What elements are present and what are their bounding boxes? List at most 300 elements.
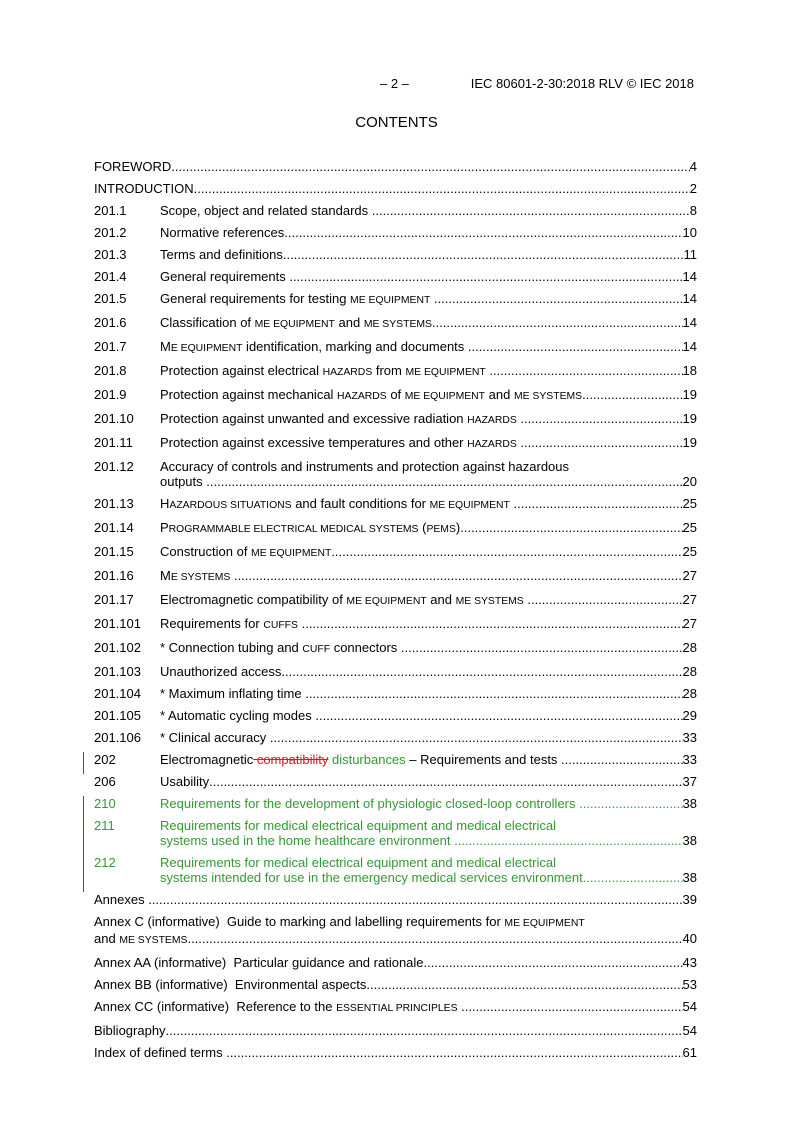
toc-entry-page: 27	[682, 616, 697, 631]
toc-entry-text	[160, 855, 556, 870]
toc-entry-page: 28	[682, 640, 697, 655]
text-segment: Classification of	[160, 315, 255, 330]
toc-entry[interactable]	[94, 592, 697, 616]
toc-leader	[582, 387, 682, 404]
toc-entry-number: 201.101	[94, 616, 141, 631]
text-segment: Usability	[160, 774, 210, 789]
toc-entry-number: 211	[94, 818, 115, 833]
toc-entry-line	[94, 977, 697, 992]
text-segment: FOREWORD	[94, 159, 172, 174]
toc-entry-page: 28	[682, 664, 697, 679]
toc-entry-text	[160, 592, 527, 609]
toc-leader	[148, 892, 682, 907]
toc-entry[interactable]	[94, 855, 697, 892]
toc-entry-text	[94, 1023, 166, 1038]
toc-entry-text	[160, 269, 289, 284]
toc-entry[interactable]	[94, 181, 697, 203]
header-page-number: – 2 –	[380, 76, 409, 91]
toc-entry-title	[160, 387, 697, 404]
toc-entry[interactable]	[94, 387, 697, 411]
toc-entry[interactable]	[94, 708, 697, 730]
toc-entry[interactable]	[94, 686, 697, 708]
toc-entry-line	[94, 999, 697, 1016]
toc-entry-line	[160, 592, 697, 609]
toc-entry[interactable]	[94, 315, 697, 339]
toc-entry-title	[160, 616, 697, 633]
deleted-text: compatibility	[253, 752, 329, 767]
text-segment: Normative references	[160, 225, 285, 240]
toc-entry-title	[160, 818, 697, 848]
toc-entry-number: 212	[94, 855, 116, 870]
toc-entry-text	[94, 914, 585, 929]
toc-entry-line	[160, 796, 697, 811]
toc-entry-line	[160, 568, 697, 585]
toc-entry-line	[160, 520, 697, 537]
toc-entry-number: 210	[94, 796, 116, 811]
defined-term: ME EQUIPMENT	[346, 596, 427, 607]
toc-entry-title	[160, 225, 697, 240]
toc-entry-line	[160, 818, 697, 833]
text-segment: )	[455, 520, 461, 535]
toc-leader	[520, 411, 682, 428]
toc-entry[interactable]	[94, 730, 697, 752]
toc-entry-page: 37	[682, 774, 697, 789]
header-document-reference: IEC 80601-2-30:2018 RLV © IEC 2018	[470, 76, 694, 91]
toc-entry-number: 201.4	[94, 269, 127, 284]
toc-entry-number: 201.7	[94, 339, 127, 354]
toc-entry-number: 201.11	[94, 435, 133, 450]
defined-term: CUFF	[302, 644, 331, 655]
toc-leader	[289, 269, 682, 284]
text-segment: Requirements for medical electrical equipment and medical electrical	[160, 855, 556, 870]
toc-entry-title	[160, 855, 697, 885]
text-segment: Annex CC (informative) Reference to the	[94, 999, 337, 1014]
text-segment: and fault conditions for	[291, 496, 430, 511]
defined-term: E EQUIPMENT	[170, 343, 243, 354]
toc-leader	[432, 315, 683, 332]
toc-entry-line	[160, 708, 697, 723]
toc-entry-title	[160, 796, 697, 811]
toc-entry-page: 14	[682, 339, 697, 354]
toc-entry-title	[160, 269, 697, 284]
toc-entry-number: 201.13	[94, 496, 134, 511]
toc-entry-line	[160, 363, 697, 380]
toc-entry[interactable]	[94, 363, 697, 387]
toc-entry[interactable]	[94, 955, 697, 977]
toc-entry-line	[160, 315, 697, 332]
text-segment: H	[160, 496, 170, 511]
text-segment: General requirements	[160, 269, 290, 284]
defined-term: HAZARDS	[467, 439, 517, 450]
toc-leader	[283, 247, 684, 262]
text-segment: Requirements for the development of physiologic closed-loop controllers	[160, 796, 580, 811]
toc-entry[interactable]	[94, 203, 697, 225]
toc-entry-title	[94, 977, 697, 992]
toc-entry-page: 61	[682, 1045, 697, 1060]
toc-entry-page: 19	[682, 411, 697, 426]
toc-entry-line	[160, 387, 697, 404]
defined-term: HAZARDS	[467, 415, 517, 426]
toc-entry-number: 201.2	[94, 225, 127, 240]
text-segment: – Requirements and tests	[405, 752, 562, 767]
toc-entry-text	[160, 730, 270, 745]
toc-entry-page: 8	[689, 203, 697, 218]
toc-leader	[234, 568, 683, 585]
toc-entry-title	[160, 411, 697, 428]
toc-entry-page: 53	[682, 977, 697, 992]
toc-entry-line	[160, 870, 697, 885]
toc-leader	[315, 708, 682, 723]
text-segment: and	[485, 387, 514, 402]
text-segment: Requirements for	[160, 616, 264, 631]
toc-leader	[424, 955, 683, 970]
toc-entry[interactable]	[94, 616, 697, 640]
defined-term: ME EQUIPMENT	[350, 295, 431, 306]
toc-entry[interactable]	[94, 664, 697, 686]
toc-entry-page: 18	[682, 363, 697, 378]
text-segment: systems intended for use in the emergency medical services environment	[160, 870, 583, 885]
toc-entry-line	[160, 411, 697, 428]
toc-entry[interactable]	[94, 435, 697, 459]
toc-entry[interactable]	[94, 1023, 697, 1045]
toc-entry-line	[160, 435, 697, 452]
toc-entry-line	[160, 855, 697, 870]
toc-entry-title	[160, 774, 697, 789]
defined-term: AZARDOUS SITUATIONS	[169, 500, 292, 511]
toc-entry[interactable]	[94, 291, 697, 315]
text-segment: systems used in the home healthcare environment	[160, 833, 455, 848]
toc-entry-number: 201.104	[94, 686, 141, 701]
page-title: CONTENTS	[355, 114, 438, 131]
toc-entry-page: 19	[682, 387, 697, 402]
toc-entry-title	[160, 752, 697, 767]
toc-entry-page: 33	[682, 752, 697, 767]
toc-entry[interactable]	[94, 411, 697, 435]
table-of-contents	[94, 159, 697, 1067]
text-segment: identification, marking and documents	[242, 339, 468, 354]
toc-entry[interactable]	[94, 892, 697, 914]
text-segment: Construction of	[160, 544, 252, 559]
toc-entry-title	[160, 459, 697, 489]
text-segment: Annex AA (informative) Particular guidance and rationale	[94, 955, 424, 970]
toc-entry-text	[94, 931, 187, 948]
toc-entry-title	[94, 159, 697, 174]
text-segment: Accuracy of controls and instruments and protection against hazardous	[160, 459, 570, 474]
text-segment: and	[426, 592, 456, 607]
toc-entry-text	[160, 708, 315, 723]
toc-entry-text	[160, 520, 460, 537]
toc-entry-title	[160, 520, 697, 537]
defined-term: ME EQUIPMENT	[251, 548, 332, 559]
toc-leader	[194, 181, 690, 196]
toc-entry-line	[160, 640, 697, 657]
text-segment: M	[160, 568, 171, 583]
toc-entry-text	[160, 203, 372, 218]
toc-leader	[579, 796, 682, 811]
toc-leader	[454, 833, 682, 848]
toc-entry-page: 25	[682, 544, 697, 559]
toc-entry-title	[94, 181, 697, 196]
toc-entry-title	[160, 664, 697, 679]
toc-entry-number: 201.12	[94, 459, 134, 474]
toc-entry-number: 201.8	[94, 363, 127, 378]
toc-entry-number: 201.10	[94, 411, 134, 426]
toc-leader	[401, 640, 683, 657]
text-segment: Index of defined terms	[94, 1045, 227, 1060]
toc-leader	[281, 664, 682, 679]
defined-term: HAZARDS	[322, 367, 373, 378]
toc-entry-page: 54	[682, 999, 697, 1014]
toc-entry-text	[94, 181, 194, 196]
toc-entry-line	[94, 955, 697, 970]
toc-entry-title	[160, 592, 697, 609]
toc-leader	[461, 999, 682, 1016]
toc-entry-line	[160, 544, 697, 561]
toc-leader	[284, 225, 682, 240]
text-segment: M	[160, 339, 171, 354]
toc-leader	[434, 291, 683, 308]
toc-entry[interactable]	[94, 544, 697, 568]
toc-entry-line	[160, 833, 697, 848]
toc-entry-number: 201.3	[94, 247, 127, 262]
toc-entry-title	[94, 914, 697, 948]
toc-entry-line	[160, 225, 697, 240]
toc-entry-page: 40	[682, 931, 697, 946]
toc-entry[interactable]	[94, 640, 697, 664]
toc-entry-text	[160, 686, 305, 701]
toc-entry-title	[160, 496, 697, 513]
toc-entry-page: 4	[689, 159, 697, 174]
toc-leader	[468, 339, 683, 356]
toc-leader	[366, 977, 682, 992]
toc-entry-number: 206	[94, 774, 116, 789]
toc-entry-number: 202	[94, 752, 116, 767]
toc-entry-line	[94, 1023, 697, 1038]
toc-leader	[206, 474, 682, 489]
toc-entry-page: 28	[682, 686, 697, 701]
toc-entry-page: 20	[682, 474, 697, 489]
toc-entry-line	[94, 181, 697, 196]
text-segment: * Maximum inflating time	[160, 686, 306, 701]
toc-entry-page: 39	[682, 892, 697, 907]
toc-leader	[520, 435, 682, 452]
toc-entry[interactable]	[94, 459, 697, 496]
defined-term: ME SYSTEMS	[455, 596, 524, 607]
toc-entry-number: 201.14	[94, 520, 134, 535]
toc-entry-line	[160, 247, 697, 262]
toc-entry-page: 19	[682, 435, 697, 450]
toc-entry-text	[94, 159, 171, 174]
toc-entry-line	[160, 774, 697, 789]
toc-entry-line	[160, 686, 697, 701]
text-segment: * Connection tubing and	[160, 640, 303, 655]
toc-entry-title	[160, 568, 697, 585]
text-segment: outputs	[160, 474, 207, 489]
text-segment: and	[94, 931, 120, 946]
text-segment: Unauthorized access	[160, 664, 282, 679]
toc-entry-title	[160, 339, 697, 356]
toc-entry-text	[160, 870, 583, 885]
toc-entry-page: 43	[682, 955, 697, 970]
toc-entry-number: 201.1	[94, 203, 127, 218]
toc-leader	[305, 686, 682, 701]
toc-entry-line	[160, 664, 697, 679]
toc-entry[interactable]	[94, 269, 697, 291]
toc-leader	[460, 520, 682, 537]
text-segment: * Automatic cycling modes	[160, 708, 316, 723]
toc-entry-text	[160, 568, 234, 585]
defined-term: ME EQUIPMENT	[254, 319, 335, 330]
defined-term: ME EQUIPMENT	[504, 918, 585, 929]
toc-entry-page: 25	[682, 520, 697, 535]
toc-entry-page: 27	[682, 592, 697, 607]
toc-entry-title	[160, 315, 697, 332]
toc-entry-number: 201.102	[94, 640, 141, 655]
toc-entry-number: 201.5	[94, 291, 127, 306]
toc-entry-line	[160, 203, 697, 218]
toc-entry-line	[160, 269, 697, 284]
toc-entry-title	[160, 435, 697, 452]
toc-entry-line	[94, 1045, 697, 1060]
toc-entry-text	[160, 833, 454, 848]
text-segment: Electromagnetic compatibility of	[160, 592, 347, 607]
toc-entry-page: 25	[682, 496, 697, 511]
text-segment: of	[386, 387, 405, 402]
toc-entry-number: 201.105	[94, 708, 141, 723]
toc-entry-text	[160, 247, 283, 262]
toc-entry-text	[160, 640, 401, 657]
toc-entry[interactable]	[94, 914, 697, 955]
toc-entry-text	[160, 435, 520, 452]
toc-entry-line	[160, 730, 697, 745]
toc-entry[interactable]	[94, 752, 697, 774]
toc-entry-text	[160, 544, 331, 561]
toc-entry[interactable]	[94, 1045, 697, 1067]
toc-entry-title	[160, 730, 697, 745]
toc-entry-page: 54	[682, 1023, 697, 1038]
toc-entry[interactable]	[94, 159, 697, 181]
toc-leader	[302, 616, 683, 633]
text-segment: Protection against electrical	[160, 363, 323, 378]
text-segment: Protection against excessive temperatures and other	[160, 435, 468, 450]
toc-entry[interactable]	[94, 774, 697, 796]
defined-term: ME SYSTEMS	[119, 935, 188, 946]
text-segment: Requirements for medical electrical equipment and medical electrical	[160, 818, 556, 833]
inserted-text: disturbances	[328, 752, 406, 767]
toc-entry-line	[94, 914, 697, 931]
toc-entry-text	[160, 664, 281, 679]
toc-entry-text	[160, 818, 556, 833]
toc-entry-number: 201.106	[94, 730, 141, 745]
toc-entry-line	[160, 459, 697, 474]
toc-entry-title	[160, 640, 697, 657]
text-segment: Annexes	[94, 892, 149, 907]
toc-entry-text	[160, 315, 432, 332]
toc-entry-title	[94, 1023, 697, 1038]
text-segment: Bibliography	[94, 1023, 166, 1038]
toc-entry-text	[94, 892, 148, 907]
toc-entry-text	[160, 496, 514, 513]
defined-term: CUFFS	[263, 620, 298, 631]
toc-entry-number: 201.9	[94, 387, 127, 402]
text-segment: Annex C (informative) Guide to marking and labelling requirements for	[94, 914, 505, 929]
toc-entry-text	[94, 1045, 226, 1060]
text-segment: * Clinical accuracy	[160, 730, 270, 745]
toc-leader	[583, 870, 683, 885]
toc-entry-page: 38	[682, 833, 697, 848]
toc-entry-page: 14	[682, 291, 697, 306]
toc-entry-number: 201.103	[94, 664, 141, 679]
toc-entry[interactable]	[94, 796, 697, 818]
toc-entry[interactable]	[94, 818, 697, 855]
defined-term: ESSENTIAL PRINCIPLES	[336, 1003, 458, 1014]
toc-leader	[372, 203, 690, 218]
text-segment: Annex BB (informative) Environmental aspects	[94, 977, 367, 992]
toc-leader	[514, 496, 683, 513]
text-segment: and	[334, 315, 364, 330]
toc-entry-text	[160, 752, 561, 767]
toc-entry[interactable]	[94, 568, 697, 592]
toc-entry-text	[160, 411, 520, 428]
toc-entry-page: 38	[682, 796, 697, 811]
toc-entry-title	[160, 291, 697, 308]
toc-entry[interactable]	[94, 977, 697, 999]
text-segment: Electromagnetic	[160, 752, 254, 767]
toc-entry-page: 33	[682, 730, 697, 745]
toc-entry-line	[160, 339, 697, 356]
toc-entry-title	[94, 1045, 697, 1060]
toc-entry-title	[94, 892, 697, 907]
toc-entry-page: 10	[682, 225, 697, 240]
toc-entry-page: 2	[689, 181, 697, 196]
toc-leader	[171, 159, 689, 174]
text-segment: General requirements for testing	[160, 291, 351, 306]
text-segment: INTRODUCTION	[94, 181, 194, 196]
toc-entry[interactable]	[94, 339, 697, 363]
text-segment: Scope, object and related standards	[160, 203, 372, 218]
toc-entry-title	[94, 955, 697, 970]
toc-leader	[270, 730, 683, 745]
toc-entry-page: 14	[682, 269, 697, 284]
toc-entry-title	[160, 203, 697, 218]
toc-leader	[209, 774, 682, 789]
toc-entry[interactable]	[94, 496, 697, 520]
toc-entry-number: 201.6	[94, 315, 127, 330]
toc-leader	[561, 752, 682, 767]
toc-entry-page: 29	[682, 708, 697, 723]
toc-entry-text	[160, 459, 569, 474]
toc-leader	[226, 1045, 682, 1060]
toc-entry-text	[94, 977, 366, 992]
toc-entry-text	[160, 339, 468, 356]
text-segment: (	[418, 520, 427, 535]
toc-entry-page: 27	[682, 568, 697, 583]
toc-entry-text	[160, 474, 206, 489]
toc-entry-number: 201.16	[94, 568, 134, 583]
toc-entry[interactable]	[94, 247, 697, 269]
toc-entry-page: 14	[682, 315, 697, 330]
toc-entry[interactable]	[94, 225, 697, 247]
toc-entry-number: 201.15	[94, 544, 134, 559]
toc-entry-title	[160, 247, 697, 262]
defined-term: ME SYSTEMS	[513, 391, 583, 402]
text-segment: P	[160, 520, 169, 535]
toc-entry-text	[160, 796, 579, 811]
toc-entry-text	[94, 955, 424, 970]
toc-entry-title	[94, 999, 697, 1016]
toc-entry[interactable]	[94, 520, 697, 544]
toc-entry[interactable]	[94, 999, 697, 1023]
